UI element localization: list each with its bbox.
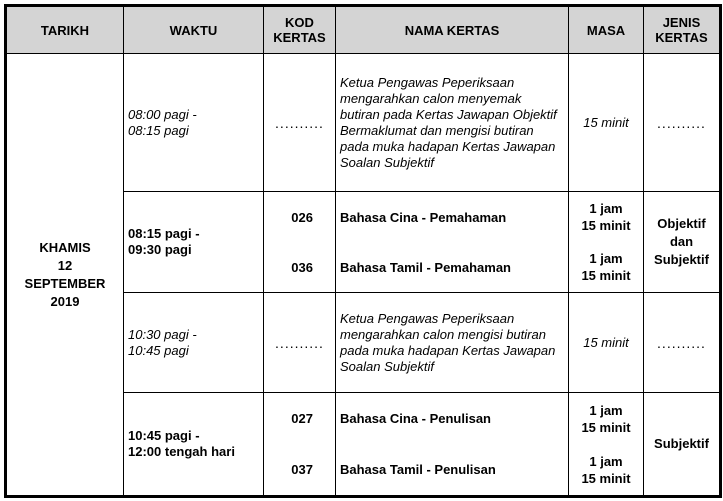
header-nama-kertas: NAMA KERTAS xyxy=(336,6,569,54)
jenis-cell: .......... xyxy=(644,54,721,192)
time-end: 08:15 pagi xyxy=(128,122,189,138)
header-jenis-line1: JENIS xyxy=(662,15,701,30)
jenis-cell: .......... xyxy=(644,293,721,393)
header-jenis-kertas xyxy=(644,6,721,54)
paper-code: 037 xyxy=(291,462,313,477)
time-start: 08:15 pagi - xyxy=(128,226,200,241)
date-cell xyxy=(6,54,124,497)
date-number: 12 xyxy=(57,257,73,273)
instruction-text: Ketua Pengawas Peperiksaan mengarahkan calon menyemak butiran pada Kertas Jawapan Objektif Bermaklumat dan mengisi butiran pada muka hadapan Kertas Jawapan Soalan Subjektif xyxy=(336,54,569,192)
header-kod-line1: KOD xyxy=(285,15,314,30)
paper-duration: 1 jam 15 minit xyxy=(581,251,631,283)
time-cell xyxy=(124,54,264,192)
time-cell xyxy=(124,192,264,293)
duration-cell: 15 minit xyxy=(569,54,644,192)
paper-name: Bahasa Cina - Penulisan xyxy=(340,411,491,426)
duration-cell: 15 minit xyxy=(569,293,644,393)
header-row xyxy=(6,6,721,54)
header-kod-kertas xyxy=(264,6,336,54)
kod-cell: .......... xyxy=(264,293,336,393)
header-jenis-line2: KERTAS xyxy=(655,30,708,45)
date-day: KHAMIS xyxy=(39,239,91,255)
time-end: 09:30 pagi xyxy=(128,242,192,257)
kod-cell xyxy=(264,393,336,497)
paper-duration: 1 jam 15 minit xyxy=(581,201,631,233)
date-month: SEPTEMBER xyxy=(24,275,106,291)
kod-cell xyxy=(264,192,336,293)
duration-cell xyxy=(569,192,644,293)
duration-cell xyxy=(569,393,644,497)
paper-code: 027 xyxy=(291,411,313,426)
time-end: 12:00 tengah hari xyxy=(128,444,235,459)
paper-name: Bahasa Tamil - Penulisan xyxy=(340,462,496,477)
header-masa: MASA xyxy=(569,6,644,54)
time-end: 10:45 pagi xyxy=(128,342,189,358)
paper-code: 026 xyxy=(291,209,313,225)
table-row xyxy=(6,54,721,192)
instruction-text: Ketua Pengawas Peperiksaan mengarahkan calon mengisi butiran pada muka hadapan Kertas Jawapan Soalan Subjektif xyxy=(336,293,569,393)
paper-duration: 1 jam 15 minit xyxy=(581,453,631,486)
time-start: 10:30 pagi - xyxy=(128,326,197,342)
header-kod-line2: KERTAS xyxy=(273,30,326,45)
time-cell xyxy=(124,293,264,393)
header-tarikh: TARIKH xyxy=(6,6,124,54)
kod-cell: .......... xyxy=(264,54,336,192)
time-start: 08:00 pagi - xyxy=(128,106,197,122)
date-year: 2019 xyxy=(50,293,80,309)
paper-name: Bahasa Cina - Pemahaman xyxy=(340,209,507,225)
paper-code: 036 xyxy=(291,259,313,275)
jenis-cell: Objektif dan Subjektif xyxy=(644,192,721,293)
time-cell xyxy=(124,393,264,497)
time-start: 10:45 pagi - xyxy=(128,428,200,443)
header-waktu: WAKTU xyxy=(124,6,264,54)
exam-schedule-table xyxy=(4,4,722,498)
jenis-cell: Subjektif xyxy=(644,393,721,497)
paper-name: Bahasa Tamil - Pemahaman xyxy=(340,259,511,275)
paper-duration: 1 jam 15 minit xyxy=(581,402,631,435)
nama-cell xyxy=(336,393,569,497)
nama-cell xyxy=(336,192,569,293)
